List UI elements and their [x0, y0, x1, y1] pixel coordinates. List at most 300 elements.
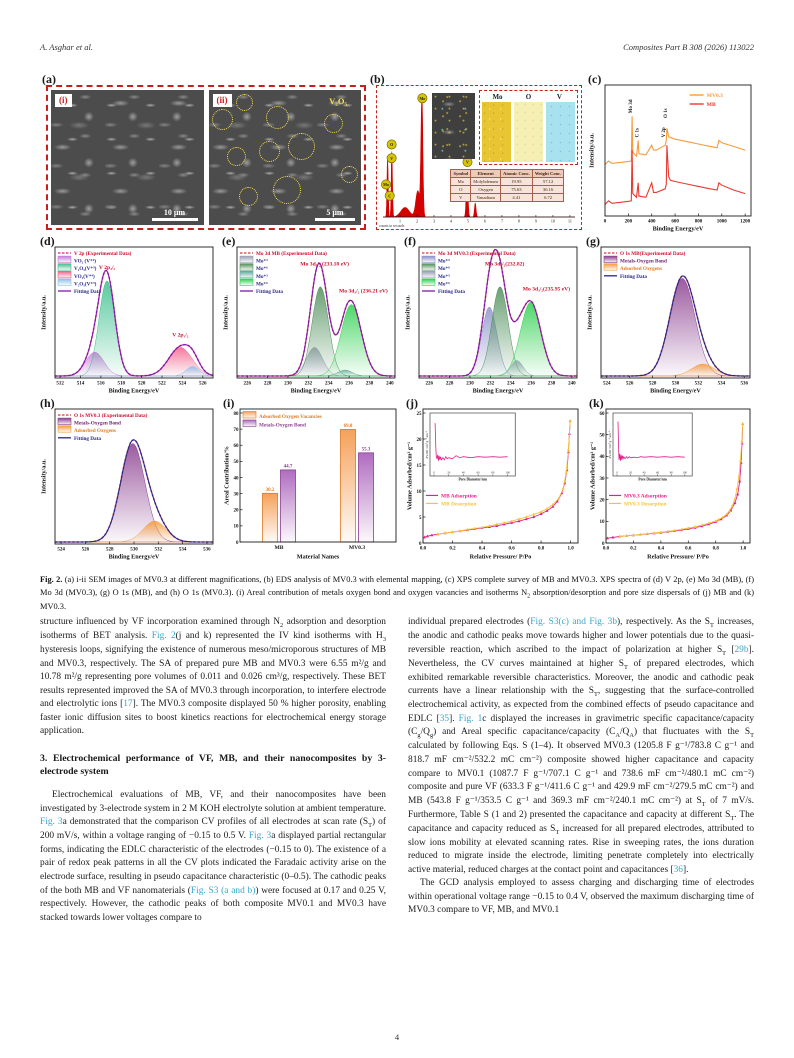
- text-run: ].: [682, 864, 689, 875]
- left-column: [40, 616, 386, 925]
- svg-text:MV0.3: MV0.3: [706, 93, 723, 99]
- element-maps-box: [479, 90, 578, 164]
- v2o5-annotation: V₂O₅: [329, 96, 347, 106]
- panel-e-label: (e): [222, 234, 236, 248]
- text-link[interactable]: Fig. 3: [40, 817, 63, 828]
- sem-overlay-map: [432, 93, 475, 159]
- svg-text:30: 30: [233, 492, 239, 498]
- text-run: T: [722, 649, 727, 657]
- svg-text:536: 536: [203, 547, 211, 553]
- svg-text:10: 10: [599, 520, 605, 526]
- text-run: [: [726, 644, 735, 655]
- v-element-map: [546, 102, 575, 161]
- text-run: T: [709, 621, 714, 629]
- text-run: ]. The MV0.3 composite displayed 50 % higher porosity, enabling faster ionic diffusion sites to boost kinetics reactions for electrochemical energy storage application.: [40, 699, 386, 737]
- svg-text:Intensity/a.u.: Intensity/a.u.: [222, 295, 230, 330]
- svg-text:20: 20: [599, 498, 605, 504]
- svg-text:40: 40: [461, 470, 465, 475]
- svg-text:Mo 3d₃/₂ (236.21 eV): Mo 3d₃/₂ (236.21 eV): [339, 288, 388, 295]
- svg-text:dV/dD /cm³ g⁻¹ nm⁻¹: dV/dD /cm³ g⁻¹ nm⁻¹: [425, 430, 429, 459]
- xps-survey-chart: [588, 82, 754, 232]
- svg-text:0: 0: [616, 470, 618, 475]
- svg-text:60: 60: [599, 411, 605, 417]
- svg-text:240: 240: [568, 381, 576, 387]
- svg-text:536: 536: [740, 381, 749, 387]
- svg-text:4: 4: [449, 218, 452, 224]
- svg-text:Metals-Oxygen Bond: Metals-Oxygen Bond: [620, 258, 667, 265]
- svg-text:Fitting Data: Fitting Data: [620, 273, 647, 280]
- svg-text:530: 530: [671, 381, 680, 387]
- svg-text:0.8: 0.8: [537, 546, 545, 552]
- svg-text:20: 20: [629, 470, 633, 475]
- svg-text:C: C: [388, 193, 392, 199]
- svg-text:524: 524: [178, 381, 187, 387]
- text-run: . The capacitance and capacity reduced as S: [408, 809, 754, 834]
- text-run: 3: [382, 635, 386, 643]
- highlight-circle: [273, 176, 301, 204]
- text-run: , suggesting that the surface-controlled electrochemical activity, as expected from the combined effects of pseudo capacitance and EDLC [: [408, 686, 754, 724]
- svg-text:0.6: 0.6: [685, 546, 692, 552]
- text-run: ) were focused at 0.17 and 0.25 V, respectively. However, the cathodic peaks of both composite MV0.1 and MV0.3 have stacked towards lower voltages compare to: [40, 885, 386, 923]
- text-run: ].: [449, 713, 459, 724]
- svg-text:Adsorbed Oxygens: Adsorbed Oxygens: [74, 428, 116, 435]
- svg-text:5: 5: [419, 515, 422, 521]
- svg-text:528: 528: [648, 381, 657, 387]
- svg-text:MV0.3: MV0.3: [348, 545, 366, 551]
- svg-text:512: 512: [56, 381, 64, 387]
- svg-text:V 2p₃/₂: V 2p₃/₂: [98, 264, 116, 271]
- svg-text:V 2p: V 2p: [661, 127, 667, 138]
- sem-ii-label: (ii): [213, 94, 232, 107]
- text-run: adsorption and desorption isotherms of BET analysis.: [40, 617, 386, 642]
- svg-text:15: 15: [416, 463, 422, 469]
- panel-f-label: (f): [404, 234, 416, 248]
- svg-text:MB: MB: [706, 102, 716, 108]
- svg-text:Mo 3d₅/₂ (233.18 eV): Mo 3d₅/₂ (233.18 eV): [300, 261, 350, 268]
- svg-text:VO₂(V⁺⁴): VO₂(V⁺⁴): [74, 273, 95, 280]
- svg-text:44.7: 44.7: [283, 464, 293, 470]
- svg-text:Mo⁺⁶: Mo⁺⁶: [438, 266, 450, 273]
- svg-text:240: 240: [386, 381, 394, 387]
- mo3d-mv03-xps-chart: [404, 244, 581, 394]
- svg-text:228: 228: [445, 381, 454, 387]
- text-link[interactable]: 36: [673, 864, 683, 875]
- v2p-xps-chart: [40, 244, 217, 394]
- svg-text:50: 50: [599, 433, 605, 439]
- highlight-circle: [227, 147, 246, 166]
- text-run: Electrochemical evaluations of MB, VF, and their nanocomposites have been investigated by 3-electrode system in 2 M KOH electrolyte solution at ambient temperature.: [40, 790, 386, 814]
- svg-text:V: V: [390, 155, 394, 161]
- svg-text:516: 516: [97, 381, 105, 387]
- svg-text:Intensity/a.u.: Intensity/a.u.: [40, 459, 48, 494]
- text-run: calculated by following Eqs. S (1–4). It observed MV0.3 (1205.8 F g⁻¹/783.8 C g⁻¹ and 818.7 mF cm⁻²/532.2 mC cm⁻²) composite showed higher capacitance and capacity compare to MV0.1 (1087.7 F g⁻¹/707.1 C g⁻¹ and 738.6 mF cm⁻²/480.1 mC cm⁻²) composite and pure VF (633.3 F g⁻¹/411.6 C g⁻¹ and 429.9 mF cm⁻²/279.5 mC cm⁻²) and MB (543.8 F g⁻¹/353.5 C g⁻¹ and 369.3 mF cm⁻²/240.1 mC cm⁻²) at S: [408, 741, 754, 806]
- text-run: absorption/desorption and pore size dispersals of (j) MB and (k) MV0.3.: [40, 588, 754, 612]
- svg-text:8: 8: [517, 218, 520, 224]
- svg-text:0: 0: [603, 219, 607, 225]
- svg-text:V₂O₅(V⁺⁵): V₂O₅(V⁺⁵): [74, 266, 97, 273]
- svg-text:236: 236: [345, 381, 353, 387]
- mb-isotherm-chart: [406, 406, 582, 560]
- scalebar-5um-text: 5 μm: [326, 208, 344, 217]
- text-run: a demonstrated that the comparison CV profiles of all electrodes at scan rate (S: [62, 817, 369, 828]
- svg-text:0.2: 0.2: [449, 546, 456, 552]
- text-run: T: [701, 800, 706, 808]
- svg-text:526: 526: [81, 547, 90, 553]
- svg-text:Metals-Oxygen Bond: Metals-Oxygen Bond: [74, 420, 121, 427]
- text-run: of prepared electrodes, which exhibited remarkable reversible characteristics. Moreover, the anodic and cathodic peak currents have a linear relationship with the S: [408, 658, 754, 697]
- panel-d: [40, 234, 217, 394]
- sem-images-box: [46, 85, 366, 230]
- svg-text:228: 228: [263, 381, 272, 387]
- svg-text:530: 530: [130, 547, 138, 553]
- svg-text:534: 534: [717, 381, 726, 387]
- svg-text:3: 3: [432, 218, 435, 224]
- text-link[interactable]: Fig. 1: [458, 713, 483, 724]
- sem-image-i: [51, 90, 204, 225]
- svg-text:Binding Energy/eV: Binding Energy/eV: [108, 553, 160, 560]
- paragraph: [40, 616, 386, 739]
- text-run: 2: [527, 593, 531, 600]
- svg-text:0.8: 0.8: [712, 546, 719, 552]
- svg-text:Intensity/a.u.: Intensity/a.u.: [588, 133, 596, 168]
- svg-text:518: 518: [117, 381, 126, 387]
- text-link[interactable]: Fig. 2: [151, 631, 176, 642]
- svg-text:226: 226: [425, 381, 433, 387]
- svg-text:Mo 3d₃/₂(235.95 eV): Mo 3d₃/₂(235.95 eV): [522, 286, 571, 293]
- text-run: Fig. 2.: [40, 575, 63, 585]
- svg-text:80: 80: [233, 411, 239, 417]
- svg-text:55.3: 55.3: [361, 447, 371, 453]
- text-run: individual prepared electrodes (: [408, 617, 531, 627]
- table-row: O Oxygen 75.63 36.16: [451, 185, 564, 193]
- paragraph: [40, 789, 386, 925]
- svg-text:1200: 1200: [740, 219, 751, 225]
- text-run: 2: [280, 621, 284, 629]
- panel-k: [589, 396, 754, 560]
- text-run: of 7 mV/s. Furthermore, Table S (1 and 2) presented the capacitance and capacity at different S: [408, 795, 754, 820]
- text-run: ) and Areal specific capacitance/capacity (C: [433, 727, 616, 738]
- svg-text:50: 50: [233, 460, 239, 466]
- svg-text:Volume Adsorbed/cm³ g⁻¹: Volume Adsorbed/cm³ g⁻¹: [406, 441, 414, 511]
- eds-composition-table: [450, 169, 564, 202]
- svg-text:236: 236: [527, 381, 535, 387]
- svg-text:Metals-Oxygen Bond: Metals-Oxygen Bond: [259, 422, 306, 429]
- text-run: A: [615, 732, 620, 740]
- text-run: T: [555, 828, 560, 836]
- svg-text:10: 10: [550, 218, 555, 224]
- panel-h-label: (h): [40, 396, 55, 410]
- text-run: a displayed partial rectangular forms, indicating the EDLC characteristic of the electrodes (−0.15 to 0). The existence of a pair of redox peak patterns in all the CV plots indicated the Faradaic activity arise on the electrode surface, resulting in pseudo capacitance characteristic (0–0.5). The cathodic peaks of the both MB and VF nanomaterials (: [40, 831, 386, 896]
- svg-text:20: 20: [416, 437, 422, 443]
- text-run: T: [750, 732, 754, 740]
- map-label-o: O: [525, 93, 532, 102]
- eds-footnote: counts in seconds: [379, 224, 405, 228]
- text-run: T: [368, 822, 373, 830]
- svg-text:526: 526: [625, 381, 634, 387]
- page-header: [40, 42, 754, 52]
- header-author: A. Asghar et al.: [40, 42, 93, 52]
- svg-text:Material Names: Material Names: [296, 553, 340, 560]
- svg-text:230: 230: [466, 381, 474, 387]
- text-run: A: [629, 732, 634, 740]
- highlight-circle: [324, 114, 343, 133]
- sem-image-ii: [209, 90, 362, 225]
- svg-text:Mo⁺⁶: Mo⁺⁶: [438, 281, 450, 288]
- svg-text:5: 5: [466, 218, 469, 224]
- panel-a-label: (a): [42, 72, 56, 86]
- text-run: ) that fluctuates with the S: [633, 727, 751, 738]
- svg-text:2: 2: [415, 218, 418, 224]
- svg-text:100: 100: [682, 470, 688, 475]
- svg-text:Mo 3d₅/₂(232.82): Mo 3d₅/₂(232.82): [484, 261, 525, 268]
- text-run: /Q: [619, 727, 630, 738]
- svg-text:MB: MB: [274, 545, 284, 551]
- svg-text:Relative Pressure/ P/Po: Relative Pressure/ P/Po: [469, 553, 532, 560]
- paragraph: [408, 616, 754, 877]
- svg-text:Fitting Data: Fitting Data: [74, 289, 101, 295]
- panel-b-label: (b): [370, 72, 385, 86]
- svg-text:7: 7: [500, 218, 503, 224]
- map-label-v: V: [556, 93, 562, 102]
- svg-text:70: 70: [233, 427, 239, 433]
- panel-a: [40, 72, 368, 232]
- eds-box: [376, 85, 582, 230]
- svg-text:V: V: [466, 159, 469, 165]
- text-run: (j and k) represented the IV kind isotherms with H: [175, 631, 383, 642]
- svg-text:1.0: 1.0: [567, 546, 574, 552]
- svg-text:524: 524: [57, 547, 65, 553]
- svg-text:Mo⁺⁶: Mo⁺⁶: [256, 266, 268, 273]
- svg-text:Pore Diameter/nm: Pore Diameter/nm: [458, 477, 487, 482]
- panel-h: [40, 396, 217, 560]
- svg-text:dV/dD /cm³ g⁻¹ nm⁻¹: dV/dD /cm³ g⁻¹ nm⁻¹: [608, 430, 612, 459]
- svg-text:O: O: [390, 142, 394, 148]
- mo3d-mb-xps-chart: [222, 244, 399, 394]
- sem-i-label: (i): [55, 94, 72, 107]
- svg-text:Mo 3d MV0.3 (Experimental Data: Mo 3d MV0.3 (Experimental Data): [438, 251, 516, 257]
- svg-text:Binding Energy/eV: Binding Energy/eV: [652, 225, 704, 232]
- svg-text:520: 520: [137, 381, 146, 387]
- svg-text:Relative Pressure/ P/Po: Relative Pressure/ P/Po: [647, 553, 709, 560]
- svg-text:0: 0: [433, 470, 435, 475]
- svg-text:0: 0: [419, 541, 422, 547]
- svg-text:800: 800: [694, 219, 703, 225]
- svg-text:6: 6: [483, 218, 486, 224]
- table-header: Element: [471, 169, 501, 177]
- svg-text:Fitting Data: Fitting Data: [256, 289, 283, 295]
- panel-e: [222, 234, 399, 394]
- svg-text:20: 20: [447, 470, 451, 475]
- svg-text:534: 534: [178, 547, 187, 553]
- svg-text:232: 232: [486, 381, 495, 387]
- highlight-circle: [236, 94, 253, 111]
- mo-element-map: [482, 102, 511, 161]
- svg-text:MV0.3 Adsorption: MV0.3 Adsorption: [624, 493, 667, 500]
- svg-text:522: 522: [158, 381, 166, 387]
- svg-text:Binding Energy/eV: Binding Energy/eV: [290, 387, 342, 394]
- svg-text:0: 0: [602, 541, 605, 547]
- svg-text:0.4: 0.4: [478, 546, 486, 552]
- svg-text:C 1s: C 1s: [635, 128, 641, 138]
- panel-c-label: (c): [588, 72, 602, 86]
- svg-text:Mo: Mo: [383, 182, 389, 188]
- text-run: (a) i-ii SEM images of MV0.3 at different magnifications, (b) EDS analysis of MV0.3 with elemental mapping, (c) XPS complete survey of MB and MV0.3. XPS spectra of (d) V 2p, (e) Mo 3d (MB), (f) Mo 3d (MV0.3), (g) O 1s (MB), and (h) O 1s (MV0.3). (i) Areal contribution of metals oxygen bond and oxygen vacancies and isotherms N: [40, 575, 754, 597]
- svg-text:40: 40: [233, 476, 239, 482]
- text-run: structure influenced by VF incorporation examined through N: [40, 617, 281, 627]
- page-number: 4: [394, 1032, 400, 1042]
- panel-c: [588, 72, 754, 232]
- text-link[interactable]: 29b: [734, 644, 749, 655]
- svg-text:80: 80: [491, 470, 495, 475]
- svg-text:O 1s MB(Experimental Data): O 1s MB(Experimental Data): [620, 251, 686, 257]
- table-row: Mo Molybdenum 19.95 57.12: [451, 177, 564, 185]
- panel-g-label: (g): [586, 234, 600, 248]
- svg-text:Mo⁺⁶: Mo⁺⁶: [256, 281, 268, 288]
- text-run: /Q: [420, 727, 430, 738]
- svg-text:0.0: 0.0: [602, 546, 610, 552]
- scalebar-10um: [152, 208, 198, 221]
- svg-text:400: 400: [647, 219, 656, 225]
- highlight-circle: [239, 187, 258, 206]
- panel-i-label: (i): [223, 396, 235, 410]
- svg-text:0.0: 0.0: [419, 546, 427, 552]
- svg-text:10: 10: [233, 524, 239, 530]
- areal-contribution-bar-chart: [223, 406, 399, 560]
- svg-text:234: 234: [506, 381, 515, 387]
- svg-text:0.2: 0.2: [630, 546, 637, 552]
- highlight-circle: [341, 166, 358, 183]
- text-link[interactable]: 35: [439, 713, 450, 724]
- panel-f: [404, 234, 581, 394]
- svg-text:Intensity/a.u.: Intensity/a.u.: [586, 295, 594, 330]
- scalebar-5um: [315, 208, 355, 221]
- svg-text:69.8: 69.8: [343, 423, 353, 429]
- svg-text:80: 80: [669, 470, 673, 475]
- svg-text:234: 234: [324, 381, 333, 387]
- svg-text:238: 238: [365, 381, 374, 387]
- svg-text:9: 9: [534, 218, 537, 224]
- paragraph: [408, 877, 754, 918]
- svg-text:1000: 1000: [716, 219, 727, 225]
- svg-text:V 2p (Experimental Data): V 2p (Experimental Data): [74, 251, 132, 257]
- svg-text:60: 60: [233, 444, 239, 450]
- text-run: ) of 200 mV/s, within a voltage ranging of −0.15 to 0.5 V.: [40, 817, 386, 842]
- highlight-circle: [288, 133, 315, 160]
- svg-text:O 1s MV0.3 (Experimental Data): O 1s MV0.3 (Experimental Data): [74, 413, 148, 419]
- svg-text:Fitting Data: Fitting Data: [74, 435, 101, 442]
- svg-text:100: 100: [505, 470, 510, 475]
- text-run: g: [429, 732, 434, 740]
- svg-text:Binding Energy/eV: Binding Energy/eV: [650, 387, 701, 394]
- svg-text:532: 532: [154, 547, 163, 553]
- svg-text:40: 40: [642, 470, 646, 475]
- svg-text:10: 10: [416, 489, 422, 495]
- svg-text:0.6: 0.6: [508, 546, 515, 552]
- right-column: [408, 616, 754, 925]
- svg-text:1: 1: [398, 218, 401, 224]
- svg-text:MV0.3 Desorption: MV0.3 Desorption: [624, 501, 667, 508]
- mv03-isotherm-chart: [589, 406, 754, 560]
- svg-text:0.4: 0.4: [657, 546, 664, 552]
- text-run: c displayed the increases in gravimetric specific capacitance/capacity (C: [408, 713, 755, 738]
- svg-text:MB Desorption: MB Desorption: [441, 501, 477, 508]
- svg-text:532: 532: [694, 381, 703, 387]
- text-run: T: [730, 814, 735, 822]
- svg-text:Fitting Data: Fitting Data: [438, 289, 465, 295]
- svg-text:Pore Diameter/nm: Pore Diameter/nm: [638, 477, 667, 482]
- svg-text:526: 526: [199, 381, 207, 387]
- panel-k-label: (k): [589, 396, 604, 410]
- svg-text:V 2p₁/₂: V 2p₁/₂: [172, 332, 189, 339]
- panel-d-label: (d): [40, 234, 55, 248]
- svg-text:Adsorbed Oxygen Vacancies: Adsorbed Oxygen Vacancies: [259, 414, 322, 420]
- table-row: V Vanadium 4.41 6.72: [451, 193, 564, 201]
- svg-text:11: 11: [567, 218, 572, 224]
- text-link[interactable]: Fig. S3(c) and Fig. 3b: [530, 617, 618, 627]
- highlight-circle: [259, 141, 280, 162]
- text-run: ]. Nevertheless, the CV curves maintained at higher S: [408, 644, 754, 669]
- svg-text:60: 60: [476, 470, 480, 475]
- svg-text:Intensity/a.u.: Intensity/a.u.: [404, 295, 412, 330]
- header-journal: Composites Part B 308 (2026) 113022: [623, 42, 754, 52]
- text-run: T: [593, 691, 598, 699]
- svg-text:60: 60: [656, 470, 660, 475]
- svg-text:230: 230: [284, 381, 292, 387]
- svg-text:Mo⁺⁵: Mo⁺⁵: [256, 273, 268, 280]
- svg-text:Mo 3d: Mo 3d: [629, 99, 635, 114]
- panel-j: [406, 396, 582, 560]
- text-run: g: [417, 732, 421, 740]
- svg-text:600: 600: [671, 219, 679, 225]
- svg-text:Areal Contribution/%: Areal Contribution/%: [223, 446, 231, 505]
- svg-text:1.0: 1.0: [740, 546, 747, 552]
- svg-text:232: 232: [304, 381, 313, 387]
- text-link[interactable]: Fig. S3 (a and b): [190, 885, 256, 896]
- svg-text:40: 40: [599, 455, 605, 461]
- text-run: increased for all prepared electrodes, attributed to slow ions mobility at elevated scanning rates. Rise in sweeping rates, the ions duration reduced to migrate inside the electrode, limiting penetrate completely into electrically active material, reduced charges at the contact point and capacitances [: [408, 823, 755, 875]
- figure-2: [40, 72, 754, 560]
- svg-text:25: 25: [416, 411, 422, 417]
- svg-text:30: 30: [599, 476, 605, 482]
- svg-text:30.2: 30.2: [265, 487, 275, 493]
- text-run: increases, the anodic and cathodic peaks move towards higher and lower potentials due to the quasi-reversible reaction, which ascribed to the impact of polarization at higher S: [408, 617, 754, 655]
- svg-text:Mo 3d MB (Experimental Data): Mo 3d MB (Experimental Data): [256, 251, 327, 257]
- o-element-map: [514, 102, 543, 161]
- panel-i: [223, 396, 399, 560]
- svg-text:V₂O₅(V⁺⁵): V₂O₅(V⁺⁵): [74, 281, 97, 288]
- svg-text:514: 514: [76, 381, 85, 387]
- table-header: Symbol: [451, 169, 471, 177]
- highlight-circle: [266, 106, 289, 129]
- table-header: Atomic Conc.: [501, 169, 533, 177]
- svg-text:226: 226: [243, 381, 251, 387]
- text-link[interactable]: 17: [123, 699, 133, 710]
- svg-text:0: 0: [236, 540, 239, 546]
- svg-text:Mo: Mo: [419, 95, 426, 101]
- table-header: Weight Conc.: [532, 169, 564, 177]
- svg-text:200: 200: [624, 219, 633, 225]
- svg-text:Binding Energy/eV: Binding Energy/eV: [472, 387, 524, 394]
- svg-text:Adsorbed Oxygens: Adsorbed Oxygens: [620, 266, 662, 273]
- body-columns: [40, 616, 754, 925]
- svg-text:528: 528: [105, 547, 114, 553]
- o1s-mb-xps-chart: [586, 244, 754, 394]
- text-run: The GCD analysis employed to assess charging and discharging time of electrodes within operational voltage range −0.15 to 0.4 V, observed the maximum discharging time of MV0.3 compare to VF, MB, and MV0.1: [408, 878, 754, 916]
- svg-text:Mo⁺⁵: Mo⁺⁵: [438, 258, 450, 265]
- text-link[interactable]: Fig. 3: [248, 831, 272, 842]
- highlight-circle: [212, 109, 233, 130]
- figure-caption: [40, 574, 754, 613]
